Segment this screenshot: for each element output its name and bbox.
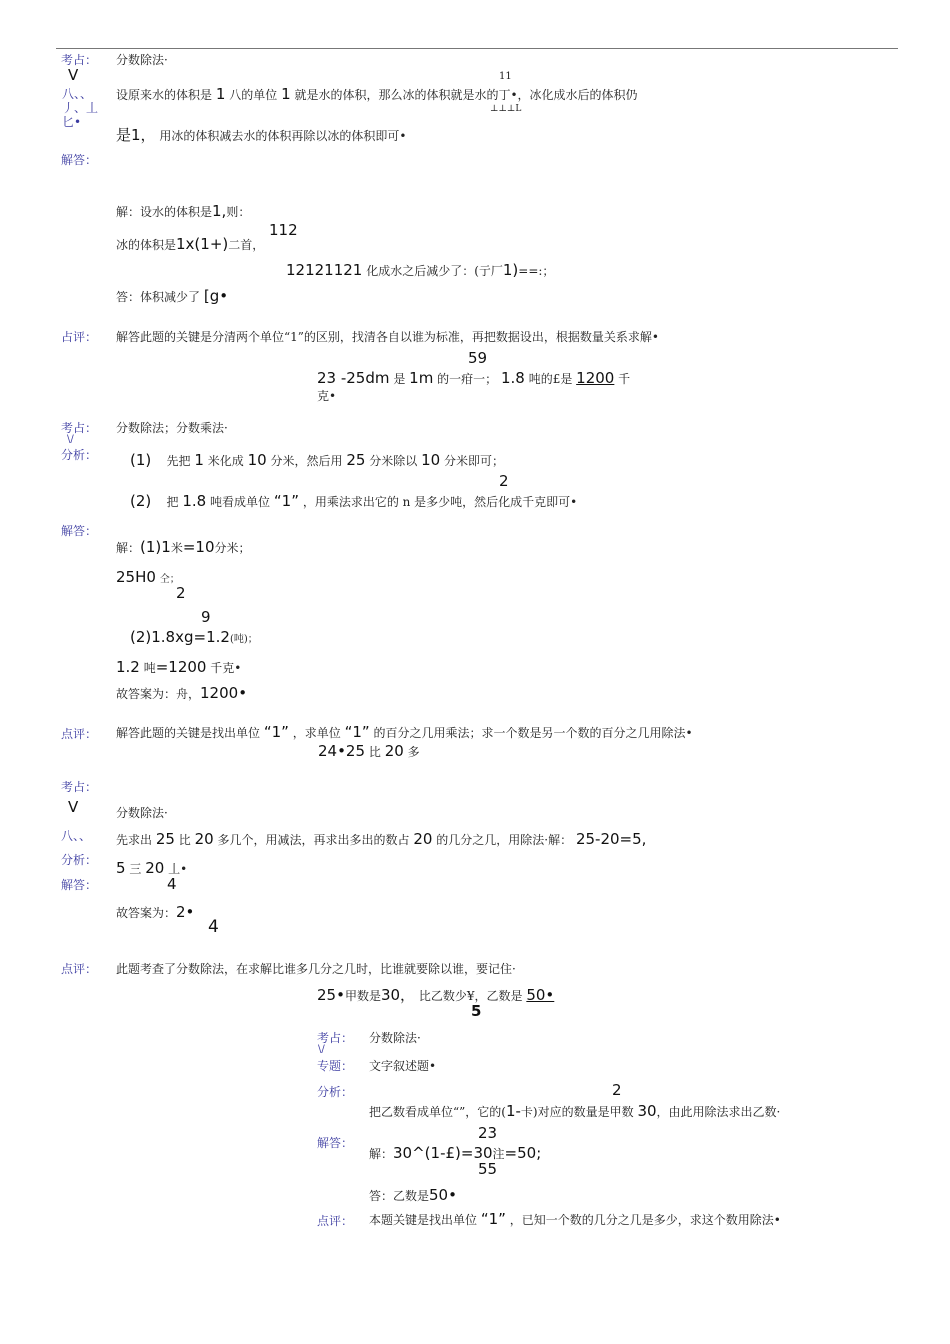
solution-text: 答：体积减少了 — [116, 290, 201, 304]
question-text: 克• — [317, 389, 337, 403]
fraction-top: 23 — [478, 1124, 498, 1142]
analysis-line — [130, 493, 577, 510]
number: 24•25 — [318, 742, 366, 760]
analysis-text: 分米即可； — [444, 454, 505, 468]
number: 1) — [502, 261, 519, 279]
number: 25 — [155, 830, 175, 848]
number: “1” — [263, 723, 289, 741]
label-fragment: 八、、 — [62, 87, 93, 101]
number: 25H0 — [116, 568, 156, 586]
item-number: (1) — [130, 451, 152, 469]
solution-text: 解： — [369, 1147, 394, 1161]
answer-value: 50• — [526, 986, 555, 1004]
number: 1 — [281, 85, 291, 103]
solution-text: 注 — [492, 1147, 505, 1161]
solution-text: 解：设水的体积是 — [116, 205, 213, 219]
analysis-text: 八的单位 — [229, 88, 278, 102]
solution-text: 仝； — [159, 574, 180, 585]
label-kaodian: 考占： — [61, 780, 98, 794]
solution-line — [369, 1145, 541, 1162]
number: 1.8 — [501, 369, 525, 387]
analysis-line — [116, 831, 646, 848]
label-fragment: 丿、丄 — [62, 101, 99, 115]
label-fenxi: 分析： — [61, 853, 98, 867]
kaodian-text: 分数除法· — [116, 53, 168, 67]
solution-line — [116, 659, 241, 676]
number: “1” — [344, 723, 370, 741]
fraction-bottom: ⊥⊥⊥L — [490, 104, 522, 114]
fraction-top: 11 — [499, 71, 512, 82]
solution-text: (吨)； — [229, 634, 258, 645]
number: 30 — [637, 1102, 657, 1120]
fraction-top: 59 — [468, 349, 488, 367]
solution-text: 丄• — [168, 862, 188, 876]
analysis-line — [116, 86, 638, 103]
fraction-top: 2 — [499, 472, 509, 490]
question-text: 吨的£是 — [528, 372, 573, 386]
question-text: 的一疳一； — [437, 372, 498, 386]
solution-text: 三 — [129, 862, 142, 876]
solution-text: 千克• — [210, 661, 242, 675]
question-text: 比乙数少¥，乙数是 — [418, 989, 523, 1003]
analysis-text: 卡)对应的数量是甲数 — [520, 1105, 634, 1119]
number: 20 — [413, 830, 433, 848]
label-jieda: 解答： — [61, 524, 98, 538]
label-jieda: 解答： — [317, 1136, 354, 1150]
solution-line — [116, 904, 194, 921]
number: 是1， — [116, 126, 156, 144]
zhuanti-text: 文字叙述题• — [369, 1059, 437, 1073]
question-line — [317, 370, 630, 387]
question-line — [317, 987, 554, 1004]
number: 1.2 — [116, 658, 140, 676]
number: =10 — [182, 538, 215, 556]
solution-line — [116, 288, 228, 305]
analysis-line — [130, 452, 504, 469]
question-text: 是 — [393, 372, 406, 386]
number: 12121121 — [286, 261, 363, 279]
solution-line — [116, 860, 187, 877]
analysis-text: 设原来水的体积是 — [116, 88, 213, 102]
solution-text: 故答案为：舟， — [116, 687, 201, 701]
label-v: \/ — [318, 1044, 325, 1055]
number: 1x(1+) — [176, 235, 229, 253]
kaodian-text: 分数除法；分数乘法· — [116, 421, 228, 435]
number: 1 — [194, 451, 204, 469]
analysis-text: ，由此用除法求出乙数· — [656, 1105, 781, 1119]
dianping-line — [116, 724, 693, 741]
solution-line — [130, 629, 258, 646]
item-number: (2) — [130, 492, 152, 510]
solution-text: 化成水之后减少了：(亍厂 — [366, 264, 503, 278]
number: 20 — [384, 742, 404, 760]
label-dianping: 占评： — [61, 330, 98, 344]
number: 30， — [380, 986, 416, 1004]
number: 23 -25dm — [317, 369, 390, 387]
label-fenxi: 分析： — [317, 1085, 354, 1099]
number: 10 — [247, 451, 267, 469]
number: 25 — [346, 451, 366, 469]
number: 25• — [317, 986, 345, 1004]
number: =50; — [504, 1144, 542, 1162]
top-rule — [56, 48, 898, 49]
number: [g• — [203, 287, 229, 305]
dianping-text: 的百分之几用乘法；求一个数是另一个数的百分之几用除法• — [373, 726, 693, 740]
kaodian-text: 分数除法· — [116, 806, 168, 820]
solution-text: 答：乙数是 — [369, 1189, 430, 1203]
solution-text: 解： — [116, 541, 141, 555]
analysis-text: 先求出 — [116, 833, 153, 847]
solution-text: 冰的体积是 — [116, 238, 177, 252]
analysis-line — [116, 127, 406, 144]
answer-value: 1200 — [576, 369, 615, 387]
label-fragment: 八、、 — [61, 829, 92, 843]
label-dianping: 点评： — [317, 1214, 354, 1228]
label-fragment: 匕• — [62, 115, 82, 129]
solution-text: 吨 — [143, 661, 156, 675]
number: 1.8 — [182, 492, 207, 510]
fraction-bottom: 2 — [176, 584, 186, 602]
number: 20 — [194, 830, 214, 848]
solution-line — [116, 539, 251, 556]
analysis-text: 把乙数看成单位“”，它的( — [369, 1105, 506, 1119]
label-kaodian: 考占： — [61, 53, 98, 67]
fraction-bottom: 55 — [478, 1160, 498, 1178]
solution-line — [116, 685, 247, 702]
number: 1200• — [200, 684, 248, 702]
number: 10 — [421, 451, 441, 469]
analysis-text: 就是水的体积，那么冰的体积就是水的丁•，冰化成水后的体积仍 — [294, 88, 638, 102]
number: 1, — [212, 202, 227, 220]
number: “1” — [273, 492, 299, 510]
label-jieda: 解答： — [61, 153, 98, 167]
analysis-line — [369, 1103, 780, 1120]
question-text: 比 — [368, 745, 381, 759]
dianping-text: 解答此题的关键是分清两个单位“1”的区别，找清各自以谁为标准，再把数据设出，根据数量关系求解• — [116, 330, 659, 344]
label-v: \/ — [67, 434, 74, 445]
solution-text: 故答案为： — [116, 906, 177, 920]
analysis-text: ，用乘法求出它的 n 是多少吨，然后化成千克即可• — [302, 495, 578, 509]
label-kaodian: 考占： — [317, 1031, 354, 1045]
fraction-bottom: 4 — [167, 875, 177, 893]
analysis-text: 分米，然后用 — [270, 454, 343, 468]
question-text: 千 — [618, 372, 631, 386]
kaodian-text: 分数除法· — [369, 1031, 421, 1045]
solution-line — [116, 203, 250, 220]
dianping-text: ，求单位 — [292, 726, 341, 740]
label-v: V — [68, 798, 79, 816]
analysis-text: 比 — [178, 833, 191, 847]
number: (1)1 — [140, 538, 171, 556]
label-fenxi: 分析： — [61, 448, 98, 462]
analysis-text: 米化成 — [207, 454, 244, 468]
number: “1” — [480, 1210, 506, 1228]
question-text: 甲数是 — [344, 989, 381, 1003]
analysis-text: 用冰的体积减去水的体积再除以冰的体积即可• — [159, 129, 407, 143]
label-dianping: 点评： — [61, 727, 98, 741]
number: 5 — [116, 859, 126, 877]
label-zhuanti: 专题： — [317, 1059, 354, 1073]
number: 2• — [176, 903, 195, 921]
fraction-top: 112 — [269, 221, 298, 239]
solution-text: ==:； — [518, 264, 555, 278]
fraction-bottom: 5 — [471, 1002, 482, 1020]
analysis-text: 把 — [166, 495, 179, 509]
analysis-text: 先把 — [166, 454, 191, 468]
fraction-top: 2 — [612, 1081, 622, 1099]
number: 1 — [215, 85, 226, 103]
fraction-bottom: 4 — [208, 917, 219, 937]
label-jieda: 解答： — [61, 878, 98, 892]
solution-text: 二首， — [228, 238, 265, 252]
solution-line — [286, 262, 554, 279]
number: 30^(1-£)=30 — [393, 1144, 493, 1162]
label-v: V — [68, 66, 79, 84]
solution-text: 米 — [170, 541, 183, 555]
dianping-text: 解答此题的关键是找出单位 — [116, 726, 261, 740]
fraction-top: 9 — [201, 608, 211, 626]
number: 50• — [429, 1186, 457, 1204]
solution-line — [116, 236, 264, 253]
number: 20 — [145, 859, 165, 877]
solution-line — [116, 569, 180, 586]
number: 1- — [505, 1102, 521, 1120]
question-line — [318, 743, 420, 760]
analysis-text: 吨看成单位 — [210, 495, 271, 509]
solution-text: 分米； — [214, 541, 251, 555]
number: 1m — [409, 369, 434, 387]
solution-line — [369, 1187, 457, 1204]
dianping-text: 此题考查了分数除法，在求解比谁多几分之几时，比谁就要除以谁，要记住· — [116, 962, 516, 976]
dianping-text: 本题关键是找出单位 — [369, 1213, 478, 1227]
label-dianping: 点评： — [61, 962, 98, 976]
solution-text: 则： — [226, 205, 251, 219]
analysis-text: 的几分之几，用除法·解： — [436, 833, 573, 847]
label-kaodian: 考占： — [61, 421, 98, 435]
question-text: 多 — [407, 745, 420, 759]
number: =1200 — [155, 658, 207, 676]
analysis-text: 多几个，用减法，再求出多出的数占 — [217, 833, 410, 847]
dianping-line — [369, 1211, 781, 1228]
number: 25-20=5, — [575, 830, 647, 848]
dianping-text: ，已知一个数的几分之几是多少，求这个数用除法• — [509, 1213, 781, 1227]
analysis-text: 分米除以 — [369, 454, 418, 468]
number: (2)1.8xg=1.2 — [130, 628, 230, 646]
